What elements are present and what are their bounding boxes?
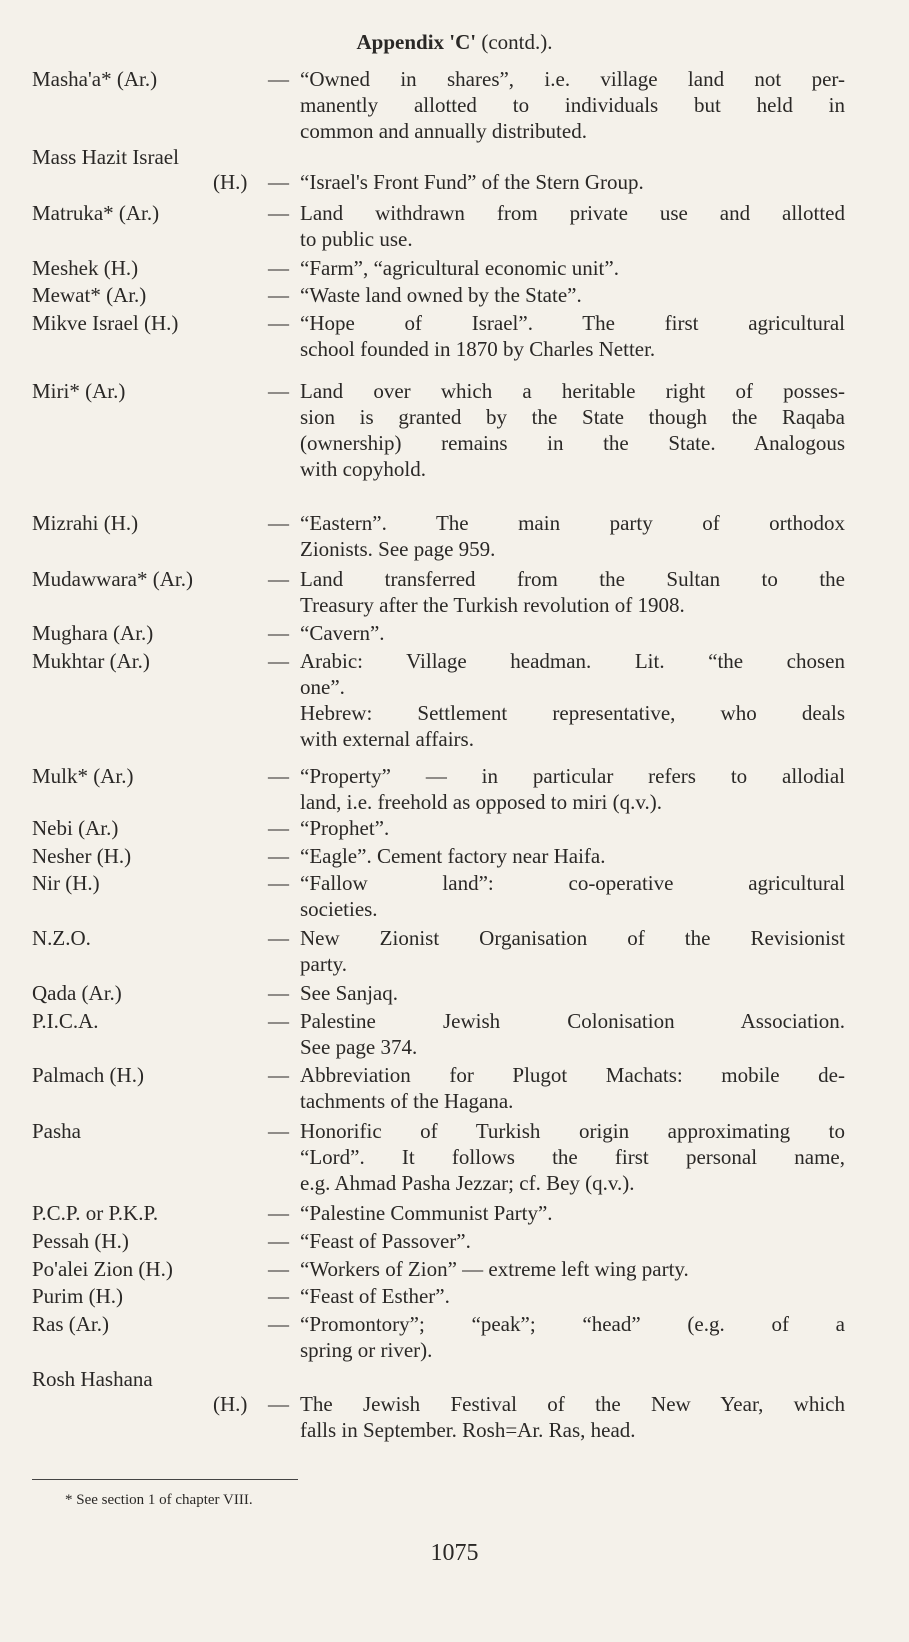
entry-definition	[300, 169, 845, 195]
definition-line: “Owned in shares”, i.e. village land not per-	[300, 67, 845, 91]
entry-dash: —	[268, 621, 289, 645]
definition-line: e.g. Ahmad Pasha Jezzar; cf. Bey (q.v.).	[300, 1171, 635, 1195]
entry-term-suffix: (H.)	[213, 1392, 248, 1416]
entry-term: Nesher (H.)	[32, 844, 132, 868]
entry-dash: —	[268, 170, 289, 194]
definition-line: “Cavern”.	[300, 621, 385, 645]
entry-term: Mudawwara* (Ar.)	[32, 567, 193, 591]
entry-term: Mass Hazit Israel	[32, 145, 179, 169]
entry-term: Mikve Israel (H.)	[32, 311, 179, 335]
entry-definition	[300, 378, 845, 482]
definition-line: one”.	[300, 675, 345, 699]
page-title	[0, 30, 909, 55]
entry-term: Qada (Ar.)	[32, 981, 122, 1005]
title-rest: (contd.).	[476, 30, 553, 54]
definition-line: Land transferred from the Sultan to the	[300, 567, 845, 591]
definition-line: “Eagle”. Cement factory near Haifa.	[300, 844, 606, 868]
entry-term-suffix: (H.)	[213, 170, 248, 194]
entry-definition	[300, 925, 845, 977]
entry-definition	[300, 1228, 845, 1254]
page-number: 1075	[430, 1540, 479, 1566]
entry-term: Po'alei Zion (H.)	[32, 1257, 173, 1281]
entry-definition	[300, 1118, 845, 1196]
entry-dash: —	[268, 1312, 289, 1336]
entry-definition	[300, 1283, 845, 1309]
definition-line: See Sanjaq.	[300, 981, 398, 1005]
entry-definition	[300, 980, 845, 1006]
definition-line: “Workers of Zion” — extreme left wing party.	[300, 1257, 689, 1281]
entry-dash: —	[268, 1009, 289, 1033]
definition-line: “Property” — in particular refers to allodial	[300, 764, 845, 788]
entry-dash: —	[268, 926, 289, 950]
entry-definition	[300, 763, 845, 815]
entry-dash: —	[268, 871, 289, 895]
definition-line: Hebrew: Settlement representative, who deals	[300, 701, 845, 725]
definition-line: “Prophet”.	[300, 816, 390, 840]
entry-dash: —	[268, 1392, 289, 1416]
definition-line: “Farm”, “agricultural economic unit”.	[300, 256, 619, 280]
definition-line: Zionists. See page 959.	[300, 537, 496, 561]
entry-term: Miri* (Ar.)	[32, 379, 126, 403]
entry-term: Purim (H.)	[32, 1284, 123, 1308]
entry-dash: —	[268, 649, 289, 673]
entry-dash: —	[268, 764, 289, 788]
definition-line: Palestine Jewish Colonisation Association.	[300, 1009, 845, 1033]
entry-term: Mulk* (Ar.)	[32, 764, 134, 788]
entry-term: Rosh Hashana	[32, 1367, 153, 1391]
entry-definition	[300, 620, 845, 646]
definition-line: “Eastern”. The main party of orthodox	[300, 511, 845, 535]
definition-line: “Lord”. It follows the first personal name,	[300, 1145, 845, 1169]
entry-term: Mewat* (Ar.)	[32, 283, 147, 307]
entry-dash: —	[268, 311, 289, 335]
entry-term: P.C.P. or P.K.P.	[32, 1201, 159, 1225]
entry-dash: —	[268, 1284, 289, 1308]
definition-line: Treasury after the Turkish revolution of 1908.	[300, 593, 685, 617]
definition-line: “Feast of Esther”.	[300, 1284, 450, 1308]
entry-term: Mizrahi (H.)	[32, 511, 139, 535]
title-bold: Appendix 'C'	[356, 30, 477, 54]
definition-line: common and annually distributed.	[300, 119, 587, 143]
definition-line: with external affairs.	[300, 727, 474, 751]
definition-line: spring or river).	[300, 1338, 433, 1362]
entry-definition	[300, 310, 845, 362]
entry-definition	[300, 566, 845, 618]
entry-dash: —	[268, 981, 289, 1005]
entry-term: N.Z.O.	[32, 926, 91, 950]
definition-line: Land withdrawn from private use and allotted	[300, 201, 845, 225]
definition-line: Honorific of Turkish origin approximating to	[300, 1119, 845, 1143]
entry-definition	[300, 200, 845, 252]
definition-line: “Israel's Front Fund” of the Stern Group.	[300, 170, 644, 194]
entry-term: Meshek (H.)	[32, 256, 139, 280]
entry-definition	[300, 1062, 845, 1114]
definition-line: societies.	[300, 897, 378, 921]
definition-line: “Palestine Communist Party”.	[300, 1201, 553, 1225]
definition-line: with copyhold.	[300, 457, 426, 481]
definition-line: Land over which a heritable right of posses-	[300, 379, 845, 403]
definition-line: party.	[300, 952, 348, 976]
definition-line: Arabic: Village headman. Lit. “the chosen	[300, 649, 845, 673]
entry-dash: —	[268, 201, 289, 225]
definition-line: school founded in 1870 by Charles Netter.	[300, 337, 656, 361]
entry-dash: —	[268, 1063, 289, 1087]
entry-definition	[300, 255, 845, 281]
footnote-rule	[32, 1479, 298, 1480]
definition-line: “Hope of Israel”. The first agricultural	[300, 311, 845, 335]
entry-definition	[300, 282, 845, 308]
entry-definition	[300, 1391, 845, 1443]
entry-dash: —	[268, 283, 289, 307]
entry-dash: —	[268, 1257, 289, 1281]
entry-definition	[300, 1200, 845, 1226]
entry-term: Pasha	[32, 1119, 81, 1143]
definition-line: See page 374.	[300, 1035, 418, 1059]
entry-definition	[300, 1256, 845, 1282]
entry-dash: —	[268, 67, 289, 91]
definition-line: “Waste land owned by the State”.	[300, 283, 582, 307]
entry-definition	[300, 843, 845, 869]
definition-line: sion is granted by the State though the Raqaba	[300, 405, 845, 429]
entry-term: P.I.C.A.	[32, 1009, 99, 1033]
definition-line: falls in September. Rosh=Ar. Ras, head.	[300, 1418, 636, 1442]
entry-dash: —	[268, 844, 289, 868]
entry-definition	[300, 648, 845, 752]
definition-line: to public use.	[300, 227, 413, 251]
entry-definition	[300, 510, 845, 562]
definition-line: The Jewish Festival of the New Year, which	[300, 1392, 845, 1416]
entry-term: Ras (Ar.)	[32, 1312, 109, 1336]
entry-definition	[300, 870, 845, 922]
entry-dash: —	[268, 567, 289, 591]
entry-term: Mughara (Ar.)	[32, 621, 154, 645]
entry-dash: —	[268, 1201, 289, 1225]
entry-dash: —	[268, 1229, 289, 1253]
entry-definition	[300, 815, 845, 841]
entry-term: Palmach (H.)	[32, 1063, 144, 1087]
entry-term: Mukhtar (Ar.)	[32, 649, 150, 673]
entry-dash: —	[268, 379, 289, 403]
definition-line: tachments of the Hagana.	[300, 1089, 514, 1113]
entry-definition	[300, 1311, 845, 1363]
entry-dash: —	[268, 1119, 289, 1143]
entry-term: Masha'a* (Ar.)	[32, 67, 158, 91]
entry-term: Nir (H.)	[32, 871, 100, 895]
definition-line: (ownership) remains in the State. Analogous	[300, 431, 845, 455]
definition-line: land, i.e. freehold as opposed to miri (q.v.).	[300, 790, 662, 814]
entry-definition	[300, 66, 845, 144]
footnote: * See section 1 of chapter VIII.	[65, 1492, 253, 1508]
entry-dash: —	[268, 256, 289, 280]
definition-line: Abbreviation for Plugot Machats: mobile de-	[300, 1063, 845, 1087]
entry-dash: —	[268, 816, 289, 840]
entry-dash: —	[268, 511, 289, 535]
definition-line: “Promontory”; “peak”; “head” (e.g. of a	[300, 1312, 845, 1336]
definition-line: New Zionist Organisation of the Revisionist	[300, 926, 845, 950]
entry-term: Nebi (Ar.)	[32, 816, 119, 840]
definition-line: manently allotted to individuals but held in	[300, 93, 845, 117]
definition-line: “Fallow land”: co-operative agricultural	[300, 871, 845, 895]
entry-definition	[300, 1008, 845, 1060]
definition-line: “Feast of Passover”.	[300, 1229, 471, 1253]
entry-term: Matruka* (Ar.)	[32, 201, 160, 225]
entry-term: Pessah (H.)	[32, 1229, 129, 1253]
